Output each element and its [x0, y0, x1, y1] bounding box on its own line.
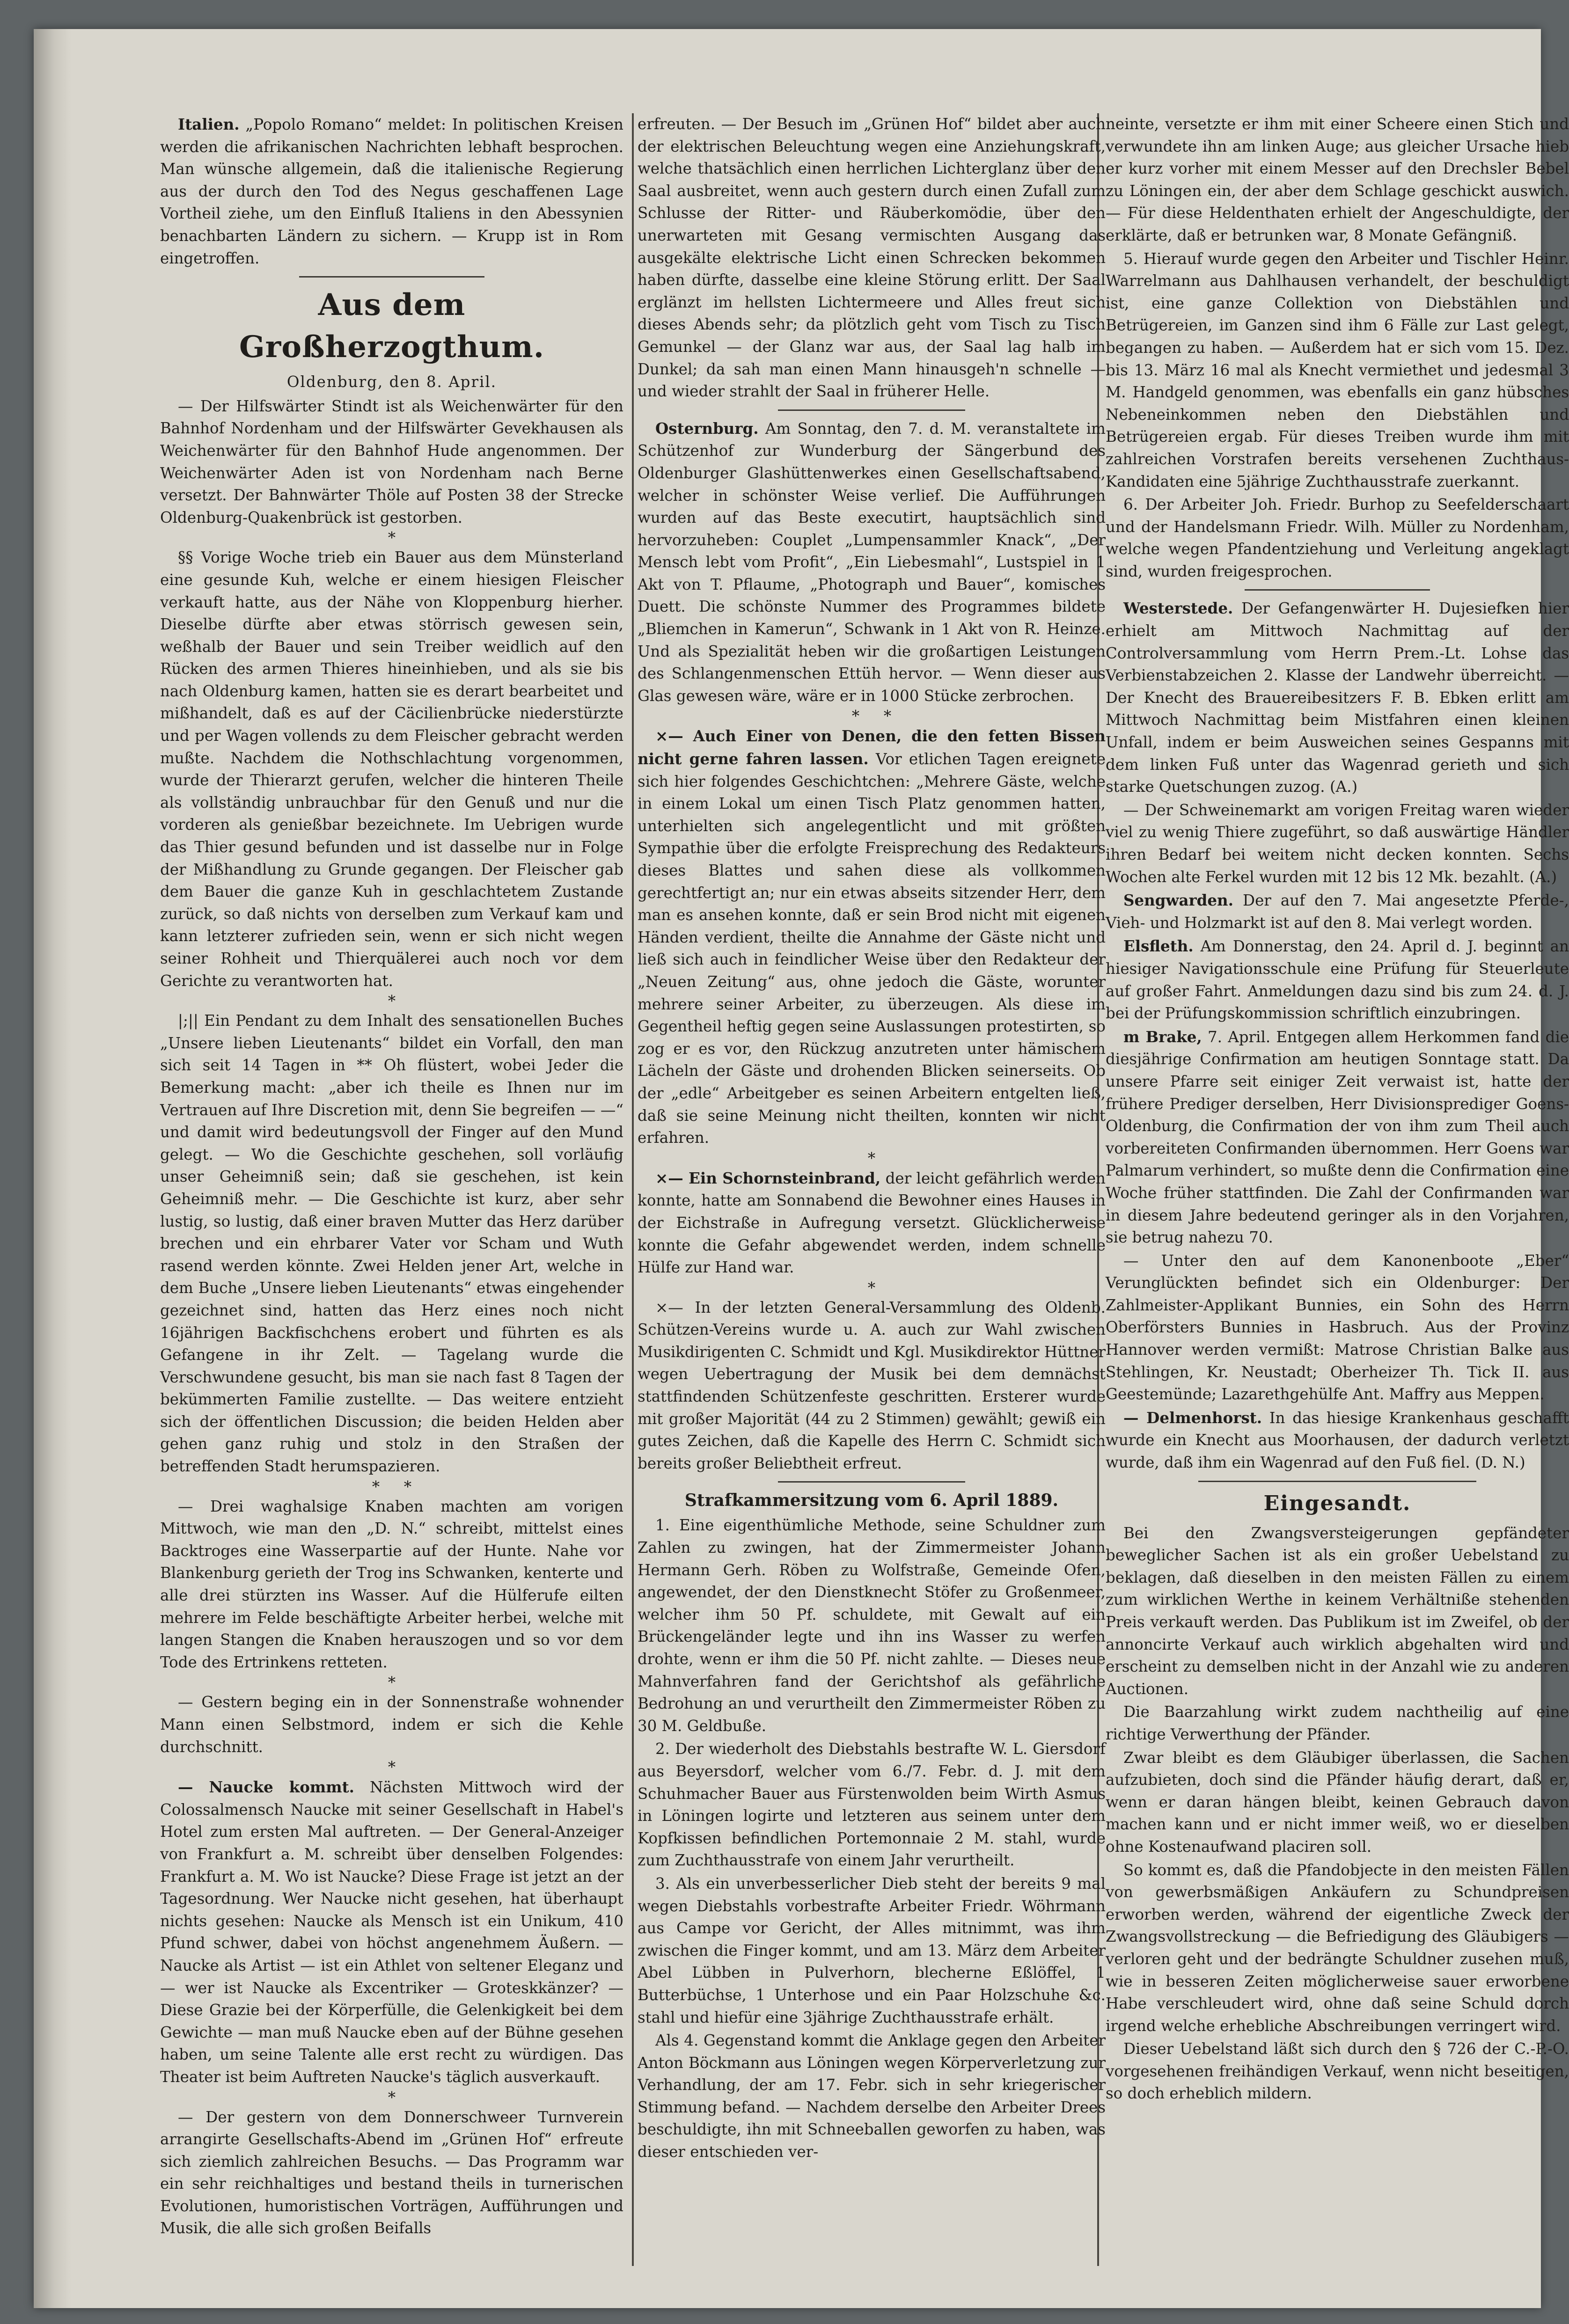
article-kicker: Westerstede. [1123, 599, 1233, 618]
article-paragraph: — Der Hilfswärter Stindt ist als Weichenwärter für den Bahnhof Nordenham und der Hilfswärter Gevekhausen als Weichenwärter für den Bahnhof Hude angenommen. Der Weichenwärter Aden ist von Nordenham nach Berne versetzt. Der Bahnwärter Thöle auf Posten 38 der Strecke Oldenburg-Quakenbrück ist gestorben. [160, 397, 623, 526]
article-osternburg: Osternburg. Am Sonntag, den 7. d. M. veranstaltete im Schützenhof zur Wunderburg der Sängerbund des Oldenburger Glashüttenwerkes einen Gesellschaftsabend, welcher in schönster Weise verlief. Die Aufführungen wurden auf das Beste executirt, hauptsächlich sind hervorzuheben: Couplet „Lumpensammler Knack“, „Der Mensch lebt vom Profit“, „Ein Liebesmahl“, Lustspiel in 1 Akt von T. Pflaume, „Photograph und Bauer“, komisches Duett. Die schönste Nummer des Programmes bildete „Bliemchen in Kamerun“, Schwank in 1 Akt von R. Heinze. Und als Spezialität heben wir die großartigen Leistungen des Schlangenmenschen Ettüh hervor. — Wenn dieser aus Glas gewesen wäre, wäre er in 1000 Stücke zerbrochen. [638, 419, 1106, 705]
column-2 [638, 113, 1106, 2275]
article-paragraph: — Der gestern von dem Donnerschweer Turnverein arrangirte Gesellschafts-Abend im „Grünen Hof“ erfreute sich ziemlich zahlreichen Besuchs. — Das Programm war ein sehr reichhaltiges und bestand theils in turnerischen Evolutionen, humoristischen Vorträgen, Aufführungen und Musik, die alle sich großen Beifalls [160, 2108, 623, 2237]
asterisk-divider: * [388, 1674, 396, 1692]
article-paragraph: 2. Der wiederholt des Diebstahls bestrafte W. L. Giersdorf aus Beyersdorf, welcher vom 6./7. Febr. d. J. mit dem Schuhmacher Bauer aus Fürstenwolden beim Wirth Asmus in Löningen logirte und letzteren aus seinem unter dem Kopfkissen befindlichen Portemonnaie 2 M. stahl, wurde zum Zuchthausstrafe von einem Jahr verurtheilt. [638, 1740, 1106, 1870]
asterisk-divider: * [388, 2088, 396, 2106]
source-signature: (D. N.) [1475, 1454, 1525, 1472]
article-paragraph: 5. Hierauf wurde gegen den Arbeiter und Tischler Heinr. Warrelmann aus Dahlhausen verhandelt, der beschuldigt ist, eine ganze Collektion von Diebstählen und Betrügereien, im Ganzen sind ihm 6 Fälle zur Last gelegt, begangen zu haben. — Außerdem hat er sich vom 15. Dez. bis 13. März 16 mal als Knecht vermiethet und jedesmal 3 M. Handgeld genommen, was ebenfalls ein ganz hübsches Nebeneinkommen neben den Diebstählen und Betrügereien ergab. Für dieses Treiben wurde ihm mit zahlreichen Vorstrafen bereits versehenen Zuchthaus-Kandidaten eine 5jährige Zuchthausstrafe zuerkannt. [1106, 249, 1569, 490]
asterisk-divider: * [388, 529, 396, 547]
article-paragraph: Die Baarzahlung wirkt zudem nachtheilig auf eine richtige Verwerthung der Pfänder. [1106, 1703, 1569, 1743]
article-kicker: — Naucke kommt. [178, 1778, 354, 1797]
article-paragraph: erfreuten. — Der Besuch im „Grünen Hof“ bildet aber auch der elektrischen Beleuchtung wegen eine Anziehungskraft, welche thatsächlich einen herrlichen Lichterglanz über den Saal ausbreitet, wenn auch gestern durch einen Zufall zum Schlusse der Ritter- und Räuberkomödie, über den unerwarteten mit Gesang vermischten Ausgang das ausgekälte elektrische Licht einen Schrecken bekommen haben dürfte, dasselbe eine kleine Störung erlitt. Der Saal erglänzt im hellsten Lichtermeere und Alles freut sich dieses Abends sehr; da plötzlich geht vom Tisch zu Tisch Gemunkel — der Glanz war aus, der Saal lag halb im Dunkel; da sah man einen Mann hinausgeh'n schnelle — und wieder strahlt der Saal in früherer Helle. [638, 115, 1106, 401]
dateline: Oldenburg, den 8. April. [286, 373, 497, 391]
newspaper-page [34, 29, 1569, 2308]
article-kicker: Italien. [178, 115, 240, 133]
article-paragraph: 3. Als ein unverbesserlicher Dieb steht der bereits 9 mal wegen Diebstahls vorbestrafte Arbeiter Friedr. Wöhrmann aus Campe vor Gericht, der Alles mitnimmt, was ihm zwischen die Finger kommt, und am 13. März dem Arbeiter Abel Lübben in Pulverhorn, blecherne Eßlöffel, 1 Butterbüchse, 1 Unterhose und ein Paar Holzschuhe &c. stahl und hiefür eine 3jährige Zuchthausstrafe erhält. [638, 1874, 1106, 2026]
article-kicker: Elsfleth. [1123, 937, 1194, 956]
column-3 [1106, 113, 1569, 2275]
article-kicker: ×— Ein Schornsteinbrand, [655, 1169, 881, 1187]
column-1 [160, 113, 623, 2275]
section-heading-eingesandt: Eingesandt. [1263, 1491, 1411, 1515]
source-signature: (A.) [1329, 778, 1358, 796]
binding-edge [34, 29, 71, 2308]
article-paragraph: Bei den Zwangsversteigerungen gepfändeter beweglicher Sachen ist als ein großer Uebelstand zu beklagen, daß dieselben in den meisten Fällen zu einem zum wirklichen Werthe in keinem Verhältniße stehenden Preis verkauft werden. Das Publikum ist im Zweifel, ob der annoncirte Verkauf auch wirklich abgehalten wird und erscheint zu demselben nicht in der Anzahl wie zu anderen Auctionen. [1106, 1524, 1569, 1698]
article-brake: m Brake, 7. April. Entgegen allem Herkommen fand die diesjährige Confirmation am heutigen Sonntage statt. Da unsere Pfarre seit einiger Zeit verwaist ist, hatte der frühere Prediger derselben, Herr Divisionsprediger Goens-Oldenburg, die Confirmation der von ihm zum Theil auch vorbereiteten Confirmanden übernommen. Herr Goens war Palmarum verhindert, so mußte denn die Confirmation eine Woche früher stattfinden. Die Zahl der Confirmanden war in diesem Jahre bedeutend geringer als in den Vorjahren, sie betrug nahezu 70. [1106, 1027, 1569, 1247]
separator [1245, 589, 1430, 591]
section-heading: Aus dem Großherzogthum. [239, 287, 545, 365]
article-paragraph: neinte, versetzte er ihm mit einer Scheere einen Stich und verwundete ihn am linken Auge; aus gleicher Ursache hieb er kurz vorher mit einem Messer auf den Drechsler Bebel zu Löningen ein, der aber dem Schlage geschickt auswich. — Für diese Heldenthaten erhielt der Angeschuldigte, der erklärte, daß er betrunken war, 8 Monate Gefängniß. [1106, 115, 1569, 244]
article-paragraph: — Unter den auf dem Kanonenboote „Eber“ Verunglückten befindet sich ein Oldenburger: Der Zahlmeister-Applikant Bunnies, ein Sohn des Herrn Oberförsters Bunnies in Hasbruch. Aus der Provinz Hannover werden vermißt: Matrose Christian Balke aus Stehlingen, Kr. Neustadt; Oberheizer Th. Tick II. aus Geestemünde; Lazarethgehülfe Ant. Maffry aus Meppen. [1106, 1251, 1569, 1403]
article-paragraph: 6. Der Arbeiter Joh. Friedr. Burhop zu Seefelderschaart und der Handelsmann Friedr. Wilh. Müller zu Nordenham, welche wegen Pfandentziehung und Verleitung angeklagt sind, wurden freigesprochen. [1106, 496, 1569, 580]
article-kicker: — Delmenhorst. [1123, 1408, 1262, 1427]
article-naucke: — Naucke kommt. Nächsten Mittwoch wird der Colossalmensch Naucke mit seiner Gesellschaft in Habel's Hotel zum ersten Mal auftreten. — Der General-Anzeiger von Frankfurt a. M. schreibt über denselben Folgendes: Frankfurt a. M. Wo ist Naucke? Diese Frage ist jetzt an der Tagesordnung. Wer Naucke nicht gesehen, hat überhaupt nichts gesehen: Naucke als Mensch ist ein Unikum, 410 Pfund schwer, dabei von höchst angenehmem Äußern. — Naucke als Artist — ist ein Athlet von seltener Eleganz und — wer ist Naucke als Excentriker — Groteskkänzer? — Diese Grazie bei der Körperfülle, die Gelenkigkeit bei dem Gewichte — man muß Naucke eben auf der Bühne gesehen haben, um seine Talente alle erst recht zu würdigen. Das Theater ist beim Auftreten Naucke's täglich ausverkauft. [160, 1778, 623, 2086]
article-delmenhorst: — Delmenhorst. In das hiesige Krankenhaus geschafft wurde ein Knecht aus Moorhausen, der dadurch verletzt wurde, daß ihm ein Wagenrad auf den Fuß fiel. (D. N.) [1106, 1408, 1569, 1472]
article-paragraph: — Drei waghalsige Knaben machten am vorigen Mittwoch, wie man den „D. N.“ schreibt, mittelst eines Backtroges eine Wasserpartie auf der Hunte. Nahe vor Blankenburg gerieth der Trog ins Schwanken, kenterte und alle drei stürzten ins Wasser. Auf die Hülferufe eilten mehrere im Felde beschäftigte Arbeiter herbei, welche mit langen Stangen die Knaben herauszogen und so vor dem Tode des Ertrinkens retteten. [160, 1497, 623, 1671]
column-rule [632, 113, 634, 2266]
article-westerstede: Westerstede. Der Gefangenwärter H. Dujesiefken hier erhielt am Mittwoch Nachmittag auf der Controlversammlung vom Herrn Prem.-Lt. Lohse das Verbienstabzeichen 2. Klasse der Landwehr überreicht. — Der Knecht des Brauereibesitzers F. B. Ebken erlitt am Mittwoch Nachmittag beim Mistfahren einen kleinen Unfall, indem er beim Ausweichen seines Gespanns mit dem linken Fuß unter das Wagenrad gerieth und sich starke Quetschungen zuzog. (A.) [1106, 599, 1569, 796]
article-paragraph: Zwar bleibt es dem Gläubiger überlassen, die Sachen aufzubieten, doch sind die Pfänder häufig derart, daß er, wenn er daran hängen bleibt, keinen Gebrauch davon machen kann und er nicht immer weiß, wo er dieselben ohne Kostenaufwand placiren soll. [1106, 1748, 1569, 1856]
separator [299, 276, 484, 278]
article-elsfleth: Elsfleth. Am Donnerstag, den 24. April d. J. beginnt an hiesiger Navigationsschule eine Prüfung für Steuerleute auf großer Fahrt. Anmeldungen dazu sind bis zum 24. d. J. bei der Prüfungskommission schriftlich einzubringen. [1106, 937, 1569, 1023]
article-paragraph: Dieser Uebelstand läßt sich durch den § 726 der C.-P.-O. vorgesehenen freihändigen Verkauf, wenn nicht beseitigen, so doch erheblich mildern. [1106, 2040, 1569, 2103]
asterisk-divider: * [388, 1758, 396, 1776]
article-italien: Italien. „Popolo Romano“ meldet: In politischen Kreisen werden die afrikanischen Nachrichten lebhaft besprochen. Man wünsche allgemein, daß die italienische Regierung aus der durch den Tod des Negus geschaffenen Lage Vortheil ziehe, um den Einfluß Italiens in den Abessynien benachbarten Ländern zu sichern. — Krupp ist in Rom eingetroffen. [160, 115, 623, 267]
separator [1198, 1481, 1476, 1482]
article-paragraph: So kommt es, daß die Pfandobjecte in den meisten Fällen von gewerbsmäßigen Ankäufern zu Schundpreisen erworben werden, während der eigentliche Zweck der Zwangsvollstreckung — die Befriedigung des Gläubigers — verloren geht und der bedrängte Schuldner zusehen muß, wie in besseren Zeiten möglicherweise sauer erworbene Habe verschleudert wird, ohne daß seine Schuld dorch irgend welche erhebliche Abschreibungen verringert wird. [1106, 1861, 1569, 2035]
article-paragraph: ×— In der letzten General-Versammlung des Oldenb. Schützen-Vereins wurde u. A. auch zur Wahl zwischen Musikdirigenten C. Schmidt und Kgl. Musikdirektor Hüttner wegen Uebertragung der Musik bei dem demnächst stattfindenden Schützenfeste geschritten. Ersterer wurde mit großer Majorität (44 zu 2 Stimmen) gewählt; gewiß ein gutes Zeichen, daß die Kapelle des Herrn C. Schmidt sich bereits großer Beliebtheit erfreut. [638, 1298, 1106, 1472]
asterisk-divider: * [388, 992, 396, 1010]
article-paragraph: — Der Schweinemarkt am vorigen Freitag waren wieder viel zu wenig Thiere zugeführt, so daß auswärtige Händler ihren Bedarf bei weitem nicht decken konnten. Sechs Wochen alte Ferkel wurden mit 12 bis 12 Mk. bezahlt. (A.) [1106, 801, 1569, 886]
article-paragraph: §§ Vorige Woche trieb ein Bauer aus dem Münsterland eine gesunde Kuh, welche er einem hiesigen Fleischer verkauft hatte, aus der Nähe von Kloppenburg hierher. Dieselbe dürfte aber etwas störrisch gewesen sein, weßhalb der Bauer und sein Treiber weidlich auf den Rücken des armen Thieres hineinhieben, und als sie bis nach Oldenburg kamen, hatten sie es derart bearbeitet und mißhandelt, daß es auf der Cäcilienbrücke niederstürzte und per Wagen vollends zu dem Fleischer gebracht werden mußte. Nachdem die Nothschlachtung vorgenommen, wurde der Thierarzt gerufen, welcher die hinteren Theile als vollständig unbrauchbar für den Genuß und nur die vorderen als genießbar bezeichnete. Im Uebrigen wurde das Thier gesund befunden und ist dasselbe nur in Folge der Mißhandlung zu Grunde gegangen. Der Fleischer gab dem Bauer die ganze Kuh in geschlachtetem Zustande zurück, so daß nichts von derselben zum Verkauf kam und kann letzterer zufrieden sein, wenn er sich nicht wegen seiner Rohheit und Thierquälerei auch noch vor dem Gerichte zu verantworten hat. [160, 548, 623, 990]
asterisk-divider: * [867, 1279, 876, 1297]
article-paragraph: — Gestern beging ein in der Sonnenstraße wohnender Mann einen Selbstmord, indem er sich die Kehle durchschnitt. [160, 1693, 623, 1756]
subsection-heading: Strafkammersitzung vom 6. April 1889. [684, 1491, 1059, 1511]
article-bissen: ×— Auch Einer von Denen, die den fetten Bissen nicht gerne fahren lassen. Vor etlichen Tagen ereignete sich hier folgendes Geschichtchen: „Mehrere Gäste, welche in einem Lokal um einen Tisch Platz genommen hatten, unterhielten sich angelegentlicht und mit größten Sympathie über die erfolgte Freisprechung des Redakteurs dieses Blattes und sahen diese als vollkommen gerechtfertigt an; nur ein etwas abseits sitzender Herr, dem man es ansehen konnte, daß er sein Brod nicht mit eigenen Händen verdient, theilte die Annahme der Gäste nicht und ließ sich auch in feindlicher Weise über den Redakteur der „Neuen Zeitung“ aus, ohne jedoch die Gäste, worunter mehrere seiner Arbeiter, zu überzeugen. Als diese im Gegentheil heftig gegen seine Auslassungen protestirten, so zog er es vor, den Rückzug anzutreten unter hämischem Lächeln der Gäste und drohenden Blicken seinerseits. Ob der „edle“ Arbeitgeber es seinen Arbeitern entgelten ließ, daß sie seine Meinung nicht theilten, konnten wir nicht erfahren. [638, 727, 1106, 1147]
source-signature: (A.) [1529, 868, 1557, 886]
article-paragraph: Als 4. Gegenstand kommt die Anklage gegen den Arbeiter Anton Böckmann aus Löningen wegen Körperverletzung zur Verhandlung, der am 17. Febr. sich in sehr kriegerischer Stimmung befand. — Nachdem derselbe den Arbeiter Drees beschuldigte, ihn mit Schneeballen geworfen zu haben, was dieser entschieden ver- [638, 2032, 1106, 2161]
article-schornstein: ×— Ein Schornsteinbrand, der leicht gefährlich werden konnte, hatte am Sonnabend die Bewohner eines Hauses in der Eichstraße in Aufregung versetzt. Glücklicherweise konnte die Gefahr abgewendet werden, indem schnelle Hülfe zur Hand war. [638, 1169, 1106, 1277]
article-sengwarden: Sengwarden. Der auf den 7. Mai angesetzte Pferde-, Vieh- und Holzmarkt ist auf den 8. Mai verlegt worden. [1106, 891, 1569, 932]
separator [778, 409, 965, 411]
article-kicker: Osternburg. [655, 419, 759, 438]
separator [778, 1481, 965, 1483]
article-paragraph: 1. Eine eigenthümliche Methode, seine Schuldner zum Zahlen zu zwingen, hat der Zimmermeister Johann Hermann Gerh. Röben zu Wolfstraße, Gemeinde Ofen, angewendet, der den Dienstknecht Stöfer zu Großenmeer, welcher ihm 50 Pf. schuldete, mit Gewalt auf ein Brückengeländer legte und ihn ins Wasser zu werfen drohte, wenn er ihm die 50 Pf. nicht zahlte. — Dieses neue Mahnverfahren fand der Gerichtshof als gefährliche Bedrohung an und verurtheilt den Zimmermeister Röben zu 30 M. Geldbuße. [638, 1516, 1106, 1735]
asterisk-divider: * * [851, 707, 892, 725]
article-kicker: Sengwarden. [1123, 891, 1234, 910]
asterisk-divider: * [867, 1149, 876, 1167]
article-kicker: ×— Auch Einer von Denen, die den fetten Bissen nicht gerne fahren lassen. [638, 727, 1106, 768]
article-kicker: m Brake, [1123, 1027, 1202, 1046]
asterisk-divider: * * [372, 1477, 412, 1496]
article-paragraph: |;|| Ein Pendant zu dem Inhalt des sensationellen Buches „Unsere lieben Lieutenants“ bildet ein Vorfall, den man sich seit 14 Tagen in ** Oh flüstert, wobei Jeder die Bemerkung macht: „aber ich theile es Ihnen nur im Vertrauen auf Ihre Discretion mit, denn Sie begreifen — —“ und damit wird bedeutungsvoll der Finger auf den Mund gelegt. — Wo die Geschichte geschehen, soll vorläufig unser Geheimniß sein; daß sie geschehen, ist kein Geheimniß mehr. — Die Geschichte ist kurz, aber sehr lustig, so lustig, daß einer braven Mutter das Herz darüber brechen und ein ehrbarer Vater vor Scham und Wuth rasend werden könnte. Zwei Helden jener Art, welche in dem Buche „Unsere lieben Lieutenants“ etwas eingehender gezeichnet sind, hatten das Herz eines noch nicht 16jährigen Backfischchens erobert und führten es als Gefangene in ihr Zelt. — Tagelang wurde die Verschwundene gesucht, bis man sie nach fast 8 Tagen der bekümmerten Familie zustellte. — Das weitere entzieht sich der öffentlichen Discussion; die beiden Helden aber gehen ganz ruhig und stolz in den Straßen der betreffenden Stadt herumspazieren. [160, 1012, 623, 1476]
